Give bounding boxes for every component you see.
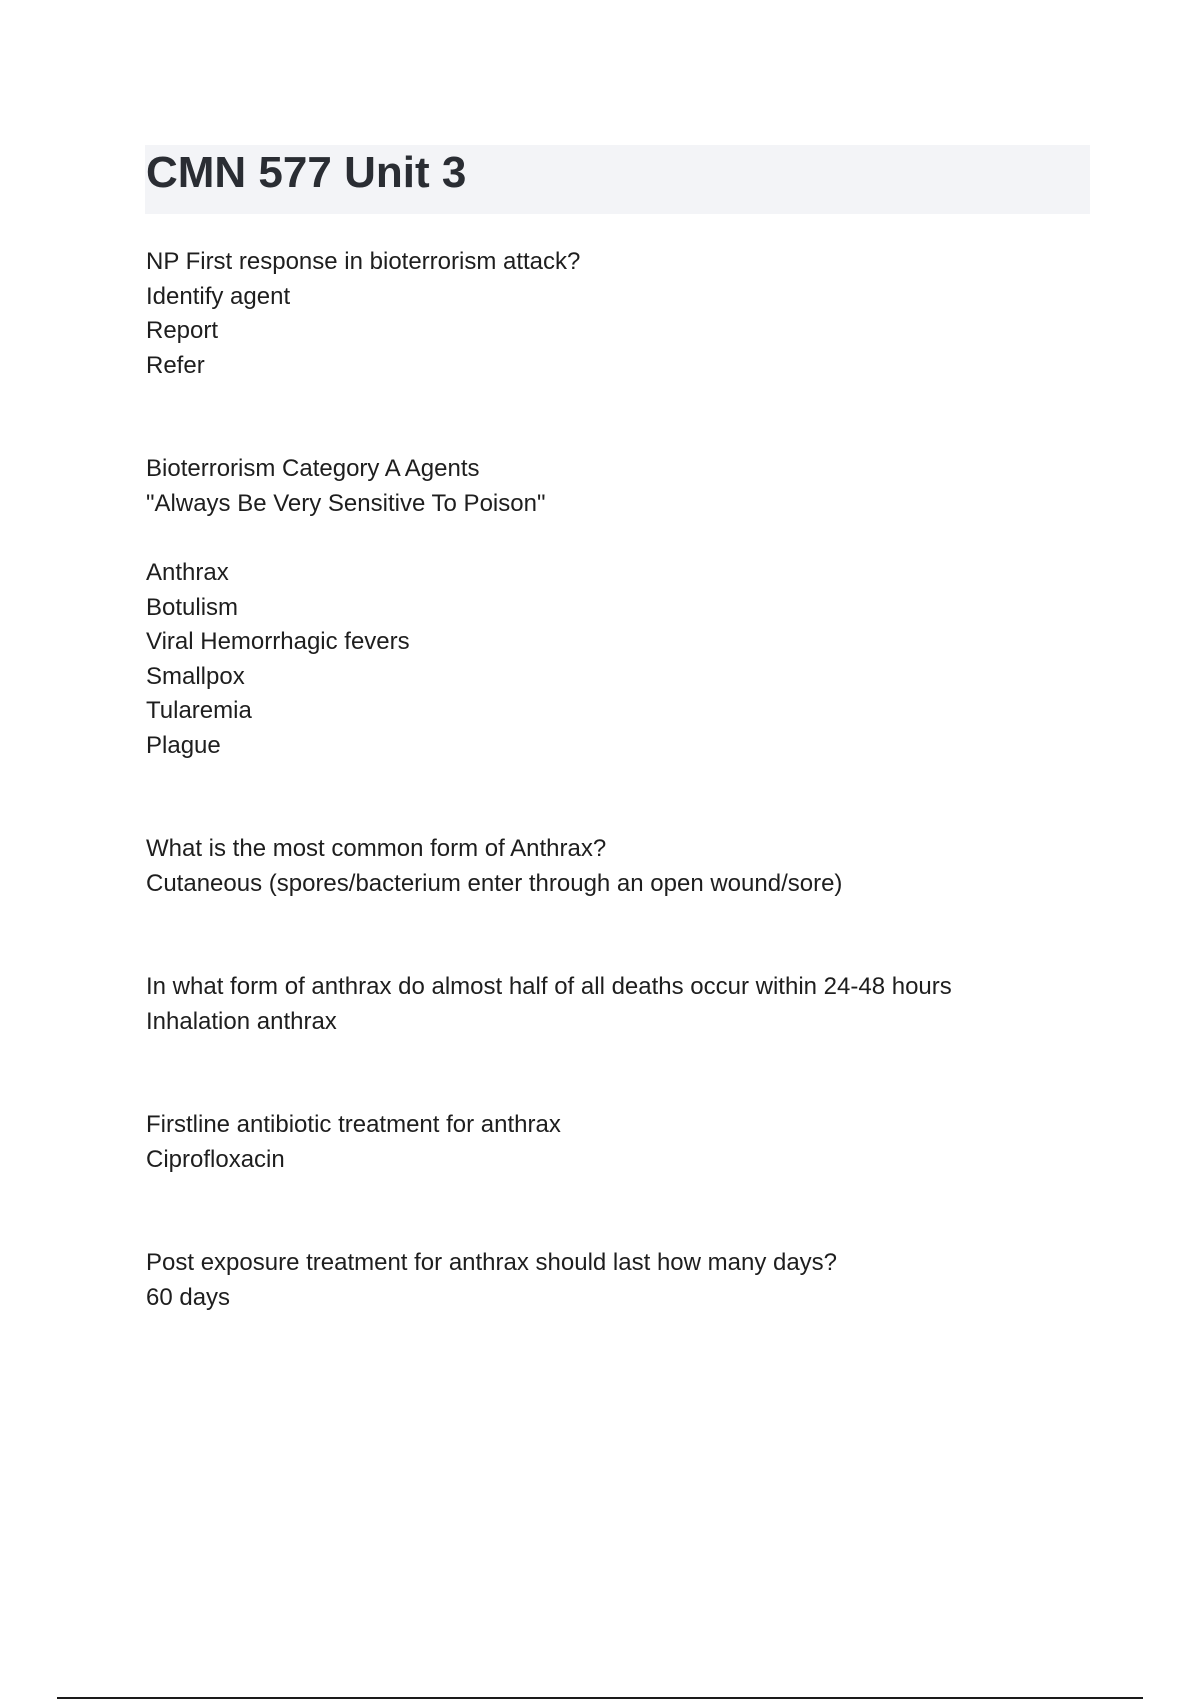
- answer-line: Tularemia: [146, 697, 252, 724]
- question-text: NP First response in bioterrorism attack?: [146, 248, 581, 275]
- answer-line: Inhalation anthrax: [146, 1007, 337, 1035]
- mnemonic-text: "Always Be Very Sensitive To Poison": [146, 489, 546, 517]
- document-body: [146, 245, 1106, 1315]
- qa-card-first-response: [146, 245, 1106, 383]
- spacer: [146, 1177, 1106, 1246]
- question-text: In what form of anthrax do almost half of all deaths occur within 24-48 hours: [146, 973, 952, 1000]
- page-bottom-divider: [57, 1697, 1143, 1699]
- qa-card-category-a-agents: [146, 452, 1106, 763]
- page-title: CMN 577 Unit 3: [146, 148, 467, 197]
- answer-line: Anthrax: [146, 559, 229, 586]
- spacer: [146, 763, 1106, 832]
- answer-line: Botulism: [146, 593, 239, 621]
- question-text: Bioterrorism Category A Agents: [146, 455, 480, 482]
- question-text: Firstline antibiotic treatment for anthrax: [146, 1111, 561, 1138]
- answer-line: Report: [146, 317, 219, 344]
- answer-line: Plague: [146, 731, 221, 759]
- answer-line: Refer: [146, 351, 205, 379]
- question-text: What is the most common form of Anthrax?: [146, 835, 607, 862]
- answer-line: Identify agent: [146, 282, 291, 310]
- qa-card-anthrax-deaths: [146, 970, 1106, 1039]
- answer-line: Cutaneous (spores/bacterium enter through an open wound/sore): [146, 869, 843, 897]
- spacer: [146, 521, 1106, 556]
- spacer: [146, 383, 1106, 452]
- answer-line: Smallpox: [146, 662, 245, 690]
- qa-card-firstline-antibiotic: [146, 1108, 1106, 1177]
- qa-card-common-anthrax-form: [146, 832, 1106, 901]
- question-text: Post exposure treatment for anthrax should last how many days?: [146, 1249, 838, 1276]
- spacer: [146, 1039, 1106, 1108]
- answer-line: 60 days: [146, 1283, 231, 1311]
- answer-line: Viral Hemorrhagic fevers: [146, 628, 410, 655]
- spacer: [146, 901, 1106, 970]
- answer-line: Ciprofloxacin: [146, 1145, 285, 1173]
- qa-card-post-exposure-duration: [146, 1246, 1106, 1315]
